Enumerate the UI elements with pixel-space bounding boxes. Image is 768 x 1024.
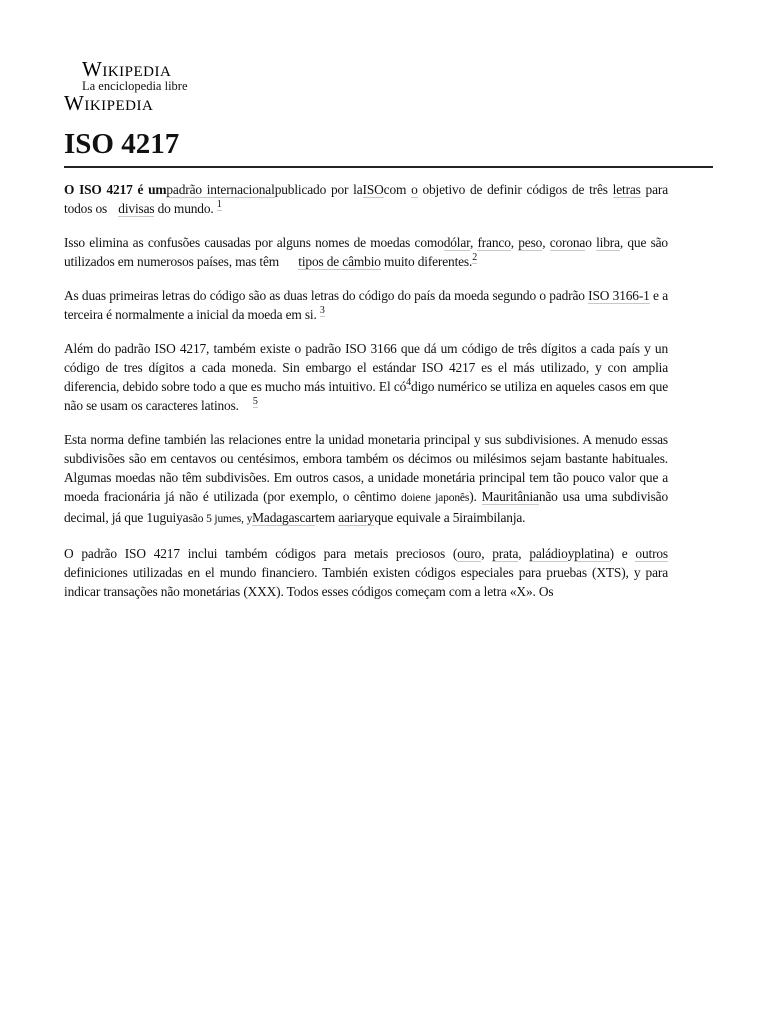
title-divider <box>64 166 713 168</box>
text: que equivale a 5iraimbilanja. <box>374 510 526 525</box>
link-padrao-internacional[interactable]: padrão internacional <box>166 182 275 197</box>
link-aariary[interactable]: aariary <box>338 510 375 525</box>
small-text: são 5 jumes, y <box>188 513 253 525</box>
text: não usa uma subdivisão decimal, já que 1uguiya <box>64 489 668 525</box>
reference-4[interactable]: 4 <box>406 377 412 388</box>
text: As duas primeiras letras do código são as duas letras do código do país da moeda segundo o padrão <box>64 288 589 303</box>
link-mauritania[interactable]: Mauritânia <box>481 489 539 504</box>
logo-wordmark-bottom: Wikipedia <box>64 91 154 115</box>
paragraph-numeric-code <box>64 339 668 415</box>
reference-2[interactable]: 2 <box>472 252 478 263</box>
paragraph-confusion <box>64 233 668 271</box>
link-ouro[interactable]: ouro <box>457 546 482 561</box>
link-franco[interactable]: franco <box>477 235 511 250</box>
text: definiciones utilizadas en el mundo financiero. También existen códigos especiales para pruebas (XTS), y para indicar transações não monetárias (XXX). Todos esses códigos começam com a letra «X». Os <box>64 565 668 599</box>
reference-3[interactable]: 3 <box>319 305 325 316</box>
paragraph-metals <box>64 544 668 601</box>
link-o[interactable]: o <box>411 182 418 197</box>
link-peso[interactable]: peso <box>518 235 543 250</box>
text: muito diferentes. <box>380 254 473 269</box>
text: Isso elimina as confusões causadas por alguns nomes de moedas como <box>64 235 444 250</box>
link-outros[interactable]: outros <box>635 546 668 561</box>
text: objetivo de definir códigos de três <box>417 182 613 197</box>
text: tem <box>315 510 339 525</box>
text: o <box>585 235 597 250</box>
text: publicado por la <box>274 182 363 197</box>
wikipedia-logo[interactable] <box>64 58 214 114</box>
link-corona[interactable]: corona <box>549 235 586 250</box>
text: e a terceira é normalmente a inicial da moeda em si. <box>64 288 669 322</box>
link-letras[interactable]: letras <box>612 182 641 197</box>
link-paladio[interactable]: paládio <box>529 546 568 561</box>
link-platina[interactable]: platina <box>574 546 610 561</box>
text: digo numérico se utiliza en aqueles casos em que não se usam os caracteres latinos. <box>64 379 669 413</box>
logo-wordmark-top: Wikipedia <box>82 57 172 81</box>
link-iso-3166-1[interactable]: ISO 3166-1 <box>588 288 650 303</box>
link-iso[interactable]: ISO <box>362 182 384 197</box>
text: Esta norma define también las relaciones entre la unidad monetaria principal y sus subdivisiones. A menudo essas subdivisões são em centavos ou centésimos, embora também os décimos ou milésimos sejam bastante habituales. Algumas moedas não têm subdivisões. Em outros casos, a unidade monetária principal tem tão pouco valor que a moeda fracionária já não é utilizada (por exemplo, o cêntimo <box>64 432 668 504</box>
link-madagascar[interactable]: Madagascar <box>252 510 316 525</box>
text: para todos os <box>64 182 668 216</box>
paragraph-letters <box>64 286 668 324</box>
paragraph-subdivisions <box>64 430 668 529</box>
link-tipos-de-cambio[interactable]: tipos de câmbio <box>298 254 381 269</box>
text: , <box>469 235 478 250</box>
text: do mundo. <box>154 201 214 216</box>
text: , <box>518 546 530 561</box>
text: y <box>567 546 575 561</box>
lead-bold-text: O ISO 4217 é um <box>64 182 167 197</box>
small-text: doiene japonês <box>401 492 470 504</box>
text: O padrão ISO 4217 inclui também códigos para metais preciosos ( <box>64 546 458 561</box>
link-dolar[interactable]: dólar <box>443 235 470 250</box>
text: , <box>542 235 550 250</box>
text: , <box>510 235 519 250</box>
article-body <box>64 180 668 616</box>
text: , que são utilizados em numerosos países, mas têm <box>64 235 668 269</box>
text: com <box>383 182 407 197</box>
link-prata[interactable]: prata <box>492 546 519 561</box>
paragraph-intro <box>64 180 668 218</box>
logo-tagline: La enciclopedia libre <box>82 79 188 93</box>
reference-1[interactable]: 1 <box>216 199 222 210</box>
text: Além do padrão ISO 4217, também existe o padrão ISO 3166 que dá um código de três dígitos a cada país y un código de tres dígitos a cada moneda. Sin embargo el estándar ISO 4217 es el más utilizado, y con amplia diferencia, debido sobre todo a que es mucho más intuitivo. El có <box>64 341 668 394</box>
text: , <box>481 546 493 561</box>
text: ). <box>469 489 482 504</box>
text: ) e <box>609 546 636 561</box>
link-divisas[interactable]: divisas <box>118 201 155 216</box>
page-title: ISO 4217 <box>64 128 180 160</box>
link-libra[interactable]: libra <box>596 235 620 250</box>
reference-5[interactable]: 5 <box>252 396 258 407</box>
